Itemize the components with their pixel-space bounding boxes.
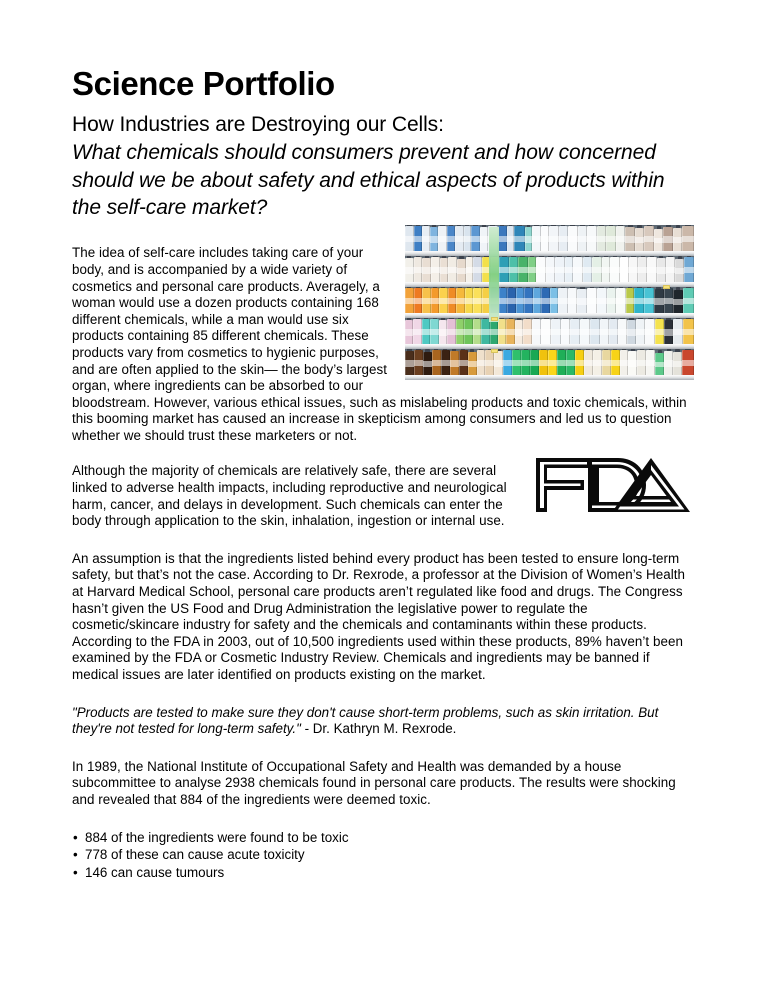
product-bottle — [459, 350, 468, 375]
product-bottle — [664, 288, 674, 313]
product-bottle — [456, 319, 464, 344]
fda-logo-svg — [532, 450, 692, 520]
product-bottle — [466, 257, 474, 282]
product-bottle — [405, 351, 414, 375]
product-bottle — [456, 288, 465, 313]
list-item-label: 884 of the ingredients were found to be toxic — [85, 829, 349, 845]
product-bottle — [587, 226, 597, 251]
product-bottle — [625, 227, 635, 251]
product-bottle — [523, 319, 531, 344]
product-bottle — [675, 259, 684, 282]
product-bottle — [464, 319, 472, 344]
list-item — [72, 829, 694, 847]
product-bottle — [597, 288, 607, 313]
product-row — [405, 256, 694, 282]
product-bottle — [611, 350, 620, 375]
product-bottle — [431, 288, 440, 313]
product-bottle — [473, 257, 482, 282]
product-bottle — [532, 319, 542, 344]
product-bottle — [546, 257, 555, 282]
product-bottle — [634, 288, 644, 313]
product-bottle — [602, 257, 611, 282]
product-bottle — [616, 288, 626, 313]
product-bottle — [438, 226, 447, 251]
product-bottle — [518, 257, 528, 282]
product-bottle — [528, 257, 537, 282]
product-bottle — [616, 226, 625, 251]
shelf-row — [405, 225, 694, 256]
product-bottle — [514, 226, 524, 251]
product-bottle — [565, 257, 574, 282]
product-bottle — [499, 257, 509, 282]
product-bottle — [682, 350, 694, 375]
product-bottle — [506, 319, 514, 344]
product-bottle — [638, 257, 647, 282]
product-bottle — [490, 319, 498, 344]
product-bottle — [577, 289, 587, 313]
product-bottle — [558, 288, 568, 313]
product-bottle — [447, 319, 455, 344]
product-bottle — [584, 350, 593, 375]
shelf-row — [405, 287, 694, 318]
product-bottle — [541, 319, 551, 344]
product-bottle — [655, 353, 664, 375]
product-bottle — [683, 288, 694, 313]
product-bottle — [485, 350, 494, 375]
product-bottle — [422, 319, 430, 344]
product-bottle — [570, 319, 580, 344]
product-bottle — [468, 352, 477, 375]
product-bottle — [657, 258, 666, 282]
product-bottle — [509, 257, 518, 282]
list-item — [72, 864, 694, 882]
list-item-label: 146 can cause tumours — [85, 864, 225, 880]
product-bottle — [465, 288, 474, 313]
product-bottle — [405, 258, 414, 282]
price-tag — [491, 349, 498, 353]
product-bottle — [515, 320, 523, 344]
product-bottle — [580, 319, 590, 344]
document-subtitle: How Industries are Destroying our Cells: — [72, 113, 444, 137]
product-bottle — [450, 351, 459, 375]
product-bottle — [636, 319, 646, 344]
product-bottle — [432, 350, 441, 375]
page-title: Science Portfolio — [72, 65, 335, 102]
findings-list — [72, 829, 694, 882]
product-bottle — [557, 350, 566, 375]
product-bottle — [602, 350, 611, 375]
product-bottle — [473, 319, 481, 344]
product-bottle — [457, 259, 466, 282]
product-bottle — [566, 350, 575, 375]
product-bottle — [568, 288, 578, 313]
fda-logo — [532, 450, 692, 520]
product-bottle — [682, 226, 693, 251]
product-bottle — [575, 350, 584, 375]
product-bottle — [663, 227, 673, 251]
product-bottle — [532, 226, 541, 251]
product-bottle — [507, 226, 515, 251]
product-bottle — [431, 257, 440, 282]
regulation-paragraph: An assumption is that the ingredients listed behind every product has been tested to ensure long-term safety, but that’s not the case. According to Dr. Rexrode, a professor at the Division of Women’s Health at Harvard Medical School, personal care products aren’t regulated like food and drugs. The Congress hasn’t given the US Food and Drug Administration the legislative power to regulate the cosmetic/skincare industry for safety and the chemicals and contaminants within these products. According to the FDA in 2003, out of 10,500 ingredients used within these products, 89% haven’t been examined by the FDA or Cosmetic Industry Review. Chemicals and ingredients may be banned if medical issues are later identified on products existing on the market. — [72, 550, 686, 683]
product-bottle — [606, 226, 616, 251]
quote-attribution: - Dr. Kathryn M. Rexrode. — [300, 721, 457, 737]
rexrode-quote — [72, 705, 694, 738]
product-bottle — [512, 350, 521, 375]
product-bottle — [583, 257, 592, 282]
product-bottle — [464, 226, 472, 251]
product-bottle — [673, 228, 682, 251]
product-bottle — [684, 257, 694, 282]
product-bottle — [533, 288, 542, 313]
product-bottle — [494, 351, 503, 375]
product-bottle — [516, 288, 525, 313]
price-tag — [491, 317, 498, 321]
product-bottle — [555, 257, 565, 282]
product-row — [405, 349, 694, 375]
product-bottle — [498, 226, 507, 251]
product-bottle — [455, 226, 464, 251]
product-row — [405, 225, 694, 251]
product-bottle — [673, 352, 682, 375]
product-bottle — [561, 319, 571, 344]
product-bottle — [548, 350, 557, 375]
product-bottle — [629, 257, 639, 282]
product-bottle — [405, 226, 414, 251]
product-bottle — [655, 319, 663, 344]
product-bottle — [637, 350, 646, 375]
product-bottle — [654, 229, 663, 251]
product-bottle — [620, 350, 629, 375]
product-bottle — [414, 350, 423, 375]
product-bottle — [559, 226, 568, 251]
product-bottle — [423, 352, 432, 375]
product-row — [405, 287, 694, 313]
product-bottle — [481, 319, 489, 344]
product-bottle — [473, 288, 482, 313]
product-bottle — [430, 319, 438, 344]
product-bottle — [471, 226, 480, 251]
product-bottle — [499, 288, 508, 313]
product-bottle — [480, 227, 488, 251]
product-bottle — [530, 350, 539, 375]
product-bottle — [592, 257, 602, 282]
product-bottle — [414, 257, 423, 282]
product-bottle — [413, 319, 421, 344]
product-bottle — [441, 350, 450, 375]
product-bottle — [536, 257, 546, 282]
product-bottle — [666, 257, 676, 282]
product-bottle — [673, 290, 683, 313]
hanging-product-strip — [489, 227, 499, 322]
quote-text: "Products are tested to make sure they don't cause short-term problems, such as skin irritation. But they're not tested for long-term safety." — [72, 704, 659, 737]
product-bottle — [541, 226, 549, 251]
product-bottle — [683, 319, 694, 344]
product-bottle — [414, 288, 423, 313]
product-bottle — [568, 226, 578, 251]
product-bottle — [607, 288, 617, 313]
list-item-label: 778 of these can cause acute toxicity — [85, 847, 305, 863]
product-bottle — [430, 227, 438, 251]
document-question: What chemicals should consumers prevent and how concerned should we be about safety and ethical aspects of products within the self-care market? — [72, 140, 665, 220]
product-row — [405, 318, 694, 344]
product-bottle — [644, 288, 654, 313]
product-bottle — [664, 351, 673, 375]
product-bottle — [587, 288, 597, 313]
shelf-board — [405, 375, 694, 380]
product-bottle — [439, 320, 447, 344]
product-bottle — [673, 319, 683, 344]
product-bottle — [422, 226, 431, 251]
product-bottle — [448, 257, 457, 282]
product-bottle — [573, 257, 583, 282]
product-bottle — [578, 226, 587, 251]
product-bottle — [405, 288, 414, 313]
study-paragraph: In 1989, the National Institute of Occupational Safety and Health was demanded by a house subcommittee to analyse 2938 chemicals found in personal care products. The results were shocking and revealed that 884 of the ingredients were deemed toxic. — [72, 758, 676, 807]
product-bottle — [627, 320, 635, 344]
product-bottle — [521, 350, 530, 375]
product-bottle — [550, 288, 559, 313]
product-bottle — [539, 350, 548, 375]
product-bottle — [448, 288, 457, 313]
product-bottle — [498, 319, 506, 344]
product-bottle — [635, 228, 644, 251]
product-bottle — [440, 258, 449, 282]
list-item — [72, 846, 694, 864]
product-bottle — [593, 350, 602, 375]
product-bottle — [646, 350, 655, 375]
product-bottle — [477, 350, 486, 375]
price-tag — [663, 285, 670, 289]
shelf-photo-figure — [405, 225, 694, 380]
shelf-row — [405, 349, 694, 380]
bullet-marker: • — [73, 864, 78, 880]
shelf-row — [405, 318, 694, 349]
product-bottle — [626, 288, 635, 313]
product-bottle — [541, 288, 550, 313]
product-bottle — [551, 319, 561, 344]
product-bottle — [447, 226, 455, 251]
product-bottle — [600, 319, 610, 344]
product-bottle — [597, 226, 606, 251]
product-bottle — [628, 351, 637, 375]
shelf-row — [405, 256, 694, 287]
intro-paragraph: The idea of self-care includes taking care of your body, and is accompanied by a wide variety of cosmetics and personal care products. Averagely, a woman would use a dozen products containing 168 different chemicals, while a man would use six products containing 85 different chemicals. These products vary from cosmetics to hygienic purposes, and are often applied to the skin— the body’s largest organ, where ingredients can be absorbed to our bloodstream. However, various ethical issues, such as mislabeling products and toxic chemicals, within this booming market has caused an increase in skepticism among consumers and led us to question whether we should trust these marketers or not. — [72, 245, 687, 443]
product-bottle — [644, 226, 654, 251]
bullet-marker: • — [73, 829, 78, 845]
product-bottle — [525, 227, 533, 251]
product-bottle — [618, 319, 628, 344]
product-bottle — [609, 319, 617, 344]
product-bottle — [414, 226, 422, 251]
bullet-marker: • — [73, 847, 78, 863]
product-bottle — [610, 257, 620, 282]
product-bottle — [654, 289, 664, 313]
product-bottle — [645, 319, 655, 344]
product-bottle — [439, 288, 448, 313]
product-bottle — [524, 288, 533, 313]
product-bottle — [664, 320, 674, 344]
product-bottle — [549, 226, 559, 251]
product-bottle — [405, 320, 413, 344]
product-bottle — [590, 319, 600, 344]
chemicals-paragraph: Although the majority of chemicals are relatively safe, there are several linked to adverse health impacts, including reproductive and neurological harm, cancer, and delays in development. Such chemicals can enter the body through application to the skin, inhalation, ingestion or internal use. — [72, 463, 507, 529]
product-bottle — [507, 288, 516, 313]
product-bottle — [503, 350, 512, 375]
product-bottle — [422, 258, 431, 282]
product-bottle — [647, 257, 657, 282]
product-bottle — [422, 288, 431, 313]
product-bottle — [620, 257, 629, 282]
